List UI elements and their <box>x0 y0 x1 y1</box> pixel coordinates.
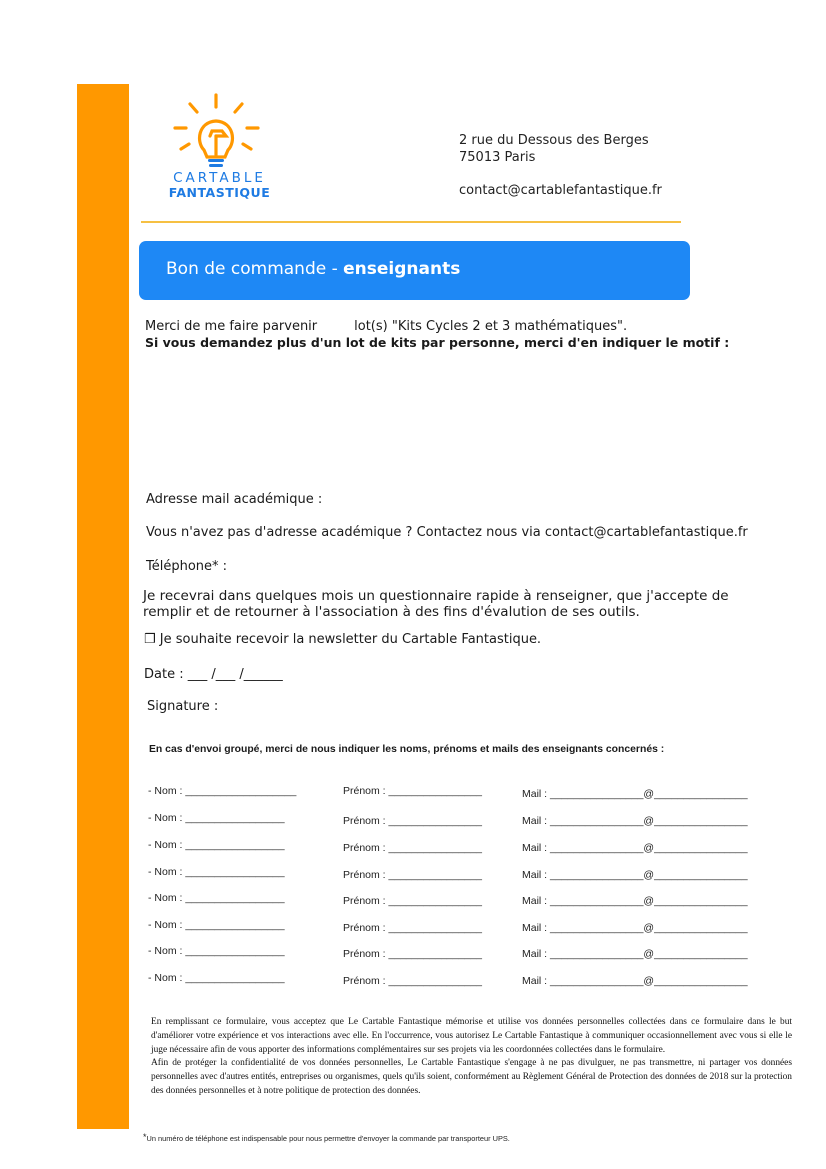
logo-text-fantastique: FANTASTIQUE <box>168 185 271 200</box>
logo-text-cartable: CARTABLE <box>173 170 266 186</box>
teacher-mail-field[interactable]: Mail : ________________@________________ <box>522 922 748 934</box>
address-street: 2 rue du Dessous des Berges <box>459 133 649 148</box>
header-separator <box>141 221 681 223</box>
order-line <box>145 319 627 334</box>
teacher-mail-field[interactable]: Mail : ________________@________________ <box>522 975 748 987</box>
teacher-nom-field[interactable]: - Nom : _________________ <box>148 839 285 851</box>
teacher-nom-field[interactable]: - Nom : _________________ <box>148 919 285 931</box>
newsletter-option[interactable] <box>144 632 541 647</box>
teacher-nom-field[interactable]: - Nom : _________________ <box>148 945 285 957</box>
privacy-notice <box>151 1016 792 1099</box>
contact-email[interactable]: contact@cartablefantastique.fr <box>459 183 662 198</box>
motif-instruction: Si vous demandez plus d'un lot de kits par personne, merci d'en indiquer le motif : <box>145 335 730 350</box>
orange-side-bar <box>77 84 129 1129</box>
teacher-prenom-field[interactable]: Prénom : ________________ <box>343 895 482 907</box>
phone-footnote: *Un numéro de téléphone est indispensable pour nous permettre d'envoyer la commande par transporteur UPS. <box>143 1132 510 1143</box>
privacy-paragraph-2: Afin de protéger la confidentialité de vos données personnelles, Le Cartable Fantastique s'engage à ne pas divulguer, ne pas transmettre, ni partager vos données personnelles avec d'autres entités, entreprises ou organismes, quels qu'ils soient, conformément au Règlement Général de Protection des données de 2018 sur la protection des données personnelles et à notre politique de protection des données. <box>151 1058 792 1096</box>
privacy-paragraph-1: En remplissant ce formulaire, vous acceptez que Le Cartable Fantastique mémorise et utilise vos données personnelles collectées dans ce formulaire dans le but d'améliorer votre expérience et vos interactions avec elle. En l'occurrence, vous autorisez Le Cartable Fantastique à communiquer occasionnellement avec vous si elle le juge nécessaire afin de vous apporter des informations complémentaires sur ses projets via les coordonnées collectées dans le formulaire. <box>151 1017 792 1055</box>
date-field[interactable]: Date : ___ /___ /______ <box>144 667 283 682</box>
teacher-prenom-field[interactable]: Prénom : ________________ <box>343 948 482 960</box>
questionnaire-line-2: remplir et de retourner à l'association à des fins d'évalution de ses outils. <box>143 604 640 620</box>
order-prefix: Merci de me faire parvenir <box>145 319 318 334</box>
group-heading: En cas d'envoi groupé, merci de nous indiquer les noms, prénoms et mails des enseignants concernés : <box>149 744 665 755</box>
teacher-mail-field[interactable]: Mail : ________________@________________ <box>522 815 748 827</box>
no-academic-email-note: Vous n'avez pas d'adresse académique ? Contactez nous via contact@cartablefantastique.fr <box>146 525 748 540</box>
order-suffix: "Kits Cycles 2 et 3 mathématiques". <box>387 319 628 334</box>
teacher-mail-field[interactable]: Mail : ________________@________________ <box>522 869 748 881</box>
signature-label: Signature : <box>147 699 219 714</box>
questionnaire-line-1: Je recevrai dans quelques mois un questionnaire rapide à renseigner, que j'accepte de <box>143 588 729 604</box>
teacher-mail-field[interactable]: Mail : ________________@________________ <box>522 948 748 960</box>
teacher-prenom-field[interactable]: Prénom : ________________ <box>343 785 482 797</box>
teacher-nom-field[interactable]: - Nom : ___________________ <box>148 785 297 797</box>
phone-label: Téléphone* : <box>146 559 228 574</box>
page-title: Bon de commande - enseignants <box>166 259 461 279</box>
order-lot: lot(s) <box>354 319 388 334</box>
teacher-mail-field[interactable]: Mail : ________________@________________ <box>522 788 748 800</box>
teacher-mail-field[interactable]: Mail : ________________@________________ <box>522 842 748 854</box>
teacher-nom-field[interactable]: - Nom : _________________ <box>148 892 285 904</box>
teacher-nom-field[interactable]: - Nom : _________________ <box>148 972 285 984</box>
teacher-nom-field[interactable]: - Nom : _________________ <box>148 812 285 824</box>
checkbox-icon[interactable]: ❒ <box>144 632 156 647</box>
newsletter-label: Je souhaite recevoir la newsletter du Cartable Fantastique. <box>159 632 542 647</box>
academic-email-label: Adresse mail académique : <box>146 492 323 507</box>
teacher-prenom-field[interactable]: Prénom : ________________ <box>343 975 482 987</box>
address-city: 75013 Paris <box>459 150 536 165</box>
teacher-prenom-field[interactable]: Prénom : ________________ <box>343 922 482 934</box>
teacher-prenom-field[interactable]: Prénom : ________________ <box>343 815 482 827</box>
teacher-mail-field[interactable]: Mail : ________________@________________ <box>522 895 748 907</box>
teacher-nom-field[interactable]: - Nom : _________________ <box>148 866 285 878</box>
teacher-prenom-field[interactable]: Prénom : ________________ <box>343 869 482 881</box>
teacher-prenom-field[interactable]: Prénom : ________________ <box>343 842 482 854</box>
